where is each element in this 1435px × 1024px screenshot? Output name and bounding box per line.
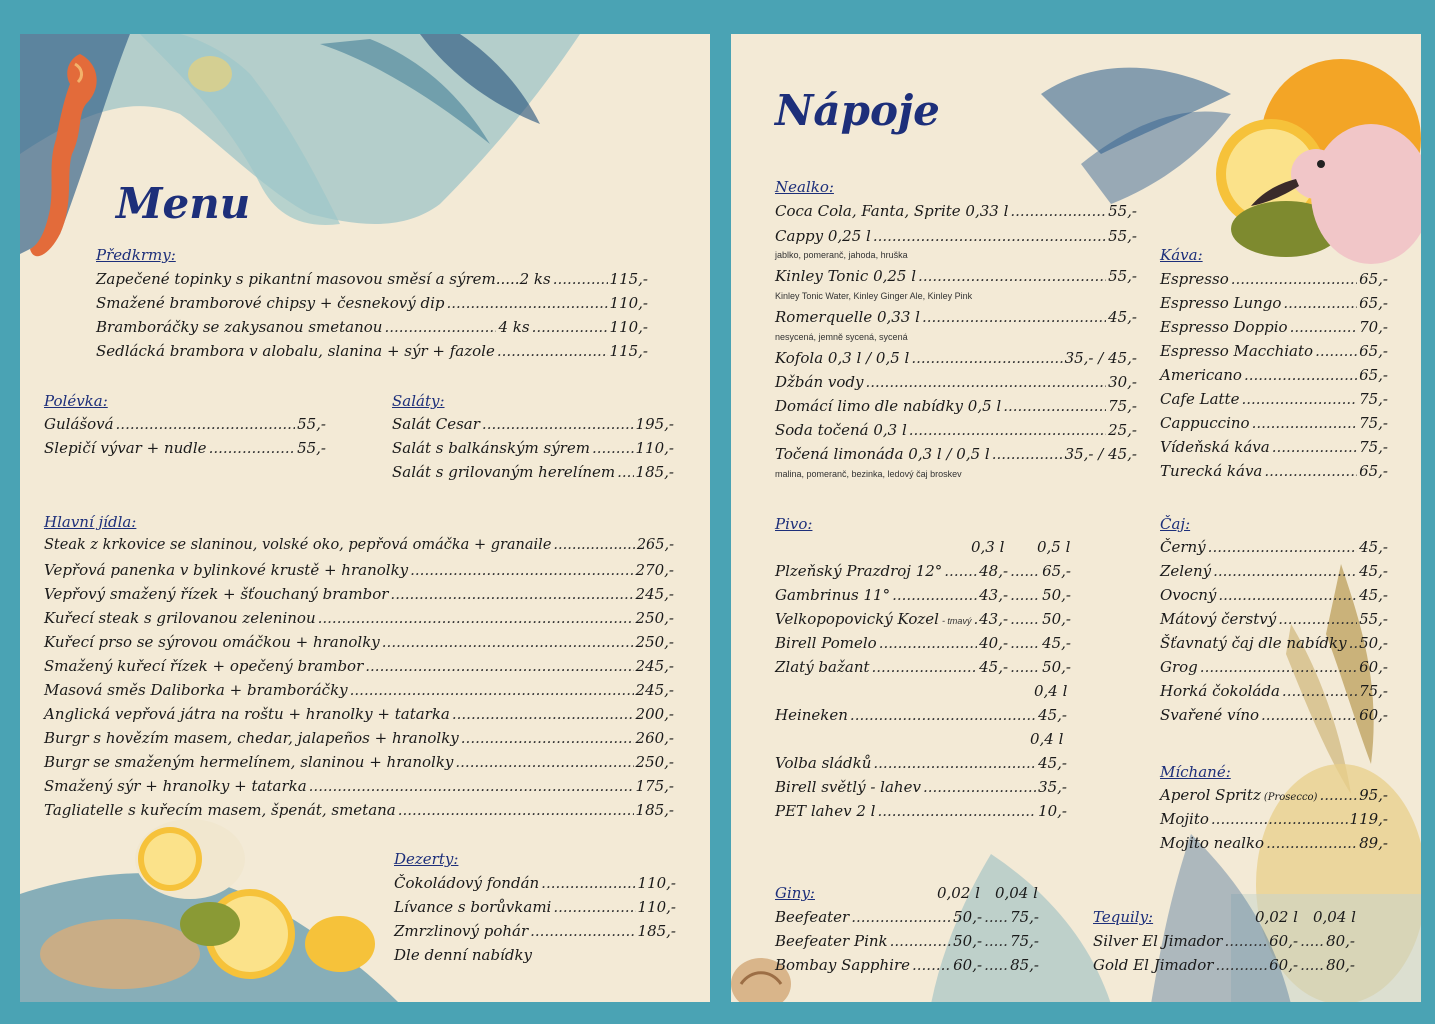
menu-item: Džbán vody ..... 30,- [775,373,1137,391]
menu-item: Espresso Lungo ..... 65,- [1160,294,1388,312]
menu-item: Sedlácká brambora v alobalu, slanina + sýr + fazole ..... 115,- [96,342,648,360]
menu-item: Kuřecí prso se sýrovou omáčkou + hranolky ..... 250,- [44,633,674,651]
menu-page-drinks [731,34,1421,1002]
menu-item: Tagliatelle s kuřecím masem, špenát, smetana ..... 185,- [44,801,674,819]
menu-item: Smažený kuřecí řízek + opečený brambor ..... 245,- [44,657,674,675]
menu-item: Heineken ..... 45,- [775,706,1067,724]
menu-item: Gulášová ..... 55,- [44,415,326,433]
section-heading-kava: Káva: [1160,246,1203,264]
menu-item: Gambrinus 11° ..... 43,- ..... 50,- [775,586,1071,604]
menu-item: Vepřový smažený řízek + šťouchaný brambor ..... 245,- [44,585,674,603]
menu-item: Americano ..... 65,- [1160,366,1388,384]
menu-item: Vepřová panenka v bylinkové krustě + hranolky ..... 270,- [44,561,674,579]
menu-item: Espresso Doppio ..... 70,- [1160,318,1388,336]
menu-item: Kuřecí steak s grilovanou zeleninou ..... 250,- [44,609,674,627]
menu-item: Birell světlý - lahev ..... 35,- [775,778,1067,796]
menu-item: Horká čokoláda ..... 75,- [1160,682,1388,700]
section-heading-dezerty: Dezerty: [394,850,459,868]
citrus-ginger-illustration [20,804,400,1002]
size-header: 0,4 l [1030,730,1064,748]
menu-item: Točená limonáda 0,3 l / 0,5 l ..... 35,- / 45,- [775,445,1137,463]
menu-item: Salát s balkánským sýrem ..... 110,- [392,439,674,457]
menu-item: Zapečené topinky s pikantní masovou směsí a sýrem.....2 ks ..... 115,- [96,270,648,288]
menu-item: Burgr se smaženým hermelínem, slaninou + hranolky ..... 250,- [44,753,674,771]
size-header: 0,5 l [1037,538,1071,556]
menu-item: Slepičí vývar + nudle ..... 55,- [44,439,326,457]
section-heading-michane: Míchané: [1160,763,1231,781]
size-header: 0,02 l [937,884,980,902]
menu-item: Šťavnatý čaj dle nabídky ..... 50,- [1160,634,1388,652]
section-heading-hlavni-jidla: Hlavní jídla: [44,513,137,531]
menu-item: Beefeater Pink ..... 50,- ..... 75,- [775,932,1039,950]
item-note: jablko, pomeranč, jahoda, hruška [775,250,908,260]
menu-item: Gold El Jimador ..... 60,- ..... 80,- [1093,956,1355,974]
menu-item: Beefeater ..... 50,- ..... 75,- [775,908,1039,926]
menu-item: Zlatý bažant ..... 45,- ..... 50,- [775,658,1071,676]
menu-item: Čokoládový fondán ..... 110,- [394,874,676,892]
size-header: 0,04 l [1313,908,1356,926]
section-heading-pivo: Pivo: [775,515,813,533]
menu-item: Birell Pomelo ..... 40,- ..... 45,- [775,634,1071,652]
menu-item: Bramboráčky se zakysanou smetanou ..... 4 ks ..... 110,- [96,318,648,336]
menu-item: Anglická vepřová játra na roštu + hranolky + tatarka ..... 200,- [44,705,674,723]
menu-item: Černý ..... 45,- [1160,538,1388,556]
menu-item: Salát s grilovaným herelínem ..... 185,- [392,463,674,481]
menu-item: Turecká káva ..... 65,- [1160,462,1388,480]
menu-item: Mojito ..... 119,- [1160,810,1388,828]
seahorse-illustration [20,44,110,274]
section-heading-giny: Giny: [775,884,815,902]
menu-item: Burgr s hovězím masem, chedar, jalapeños + hranolky ..... 260,- [44,729,674,747]
menu-item: Plzeňský Prazdroj 12° ..... 48,- ..... 65,- [775,562,1071,580]
size-header: 0,4 l [1034,682,1068,700]
menu-item: Kinley Tonic 0,25 l ..... 55,- [775,267,1137,285]
menu-item: Aperol Spritz (Prosecco) ..... 95,- [1160,786,1388,804]
menu-item: Lívance s borůvkami ..... 110,- [394,898,676,916]
drinks-title: Nápoje [775,86,940,135]
menu-item: Cappuccino ..... 75,- [1160,414,1388,432]
section-heading-predkrmy: Předkrmy: [96,246,176,264]
section-heading-salaty: Saláty: [392,392,445,410]
size-header: 0,02 l [1255,908,1298,926]
menu-item: Masová směs Daliborka + bramboráčky ..... 245,- [44,681,674,699]
size-header: 0,04 l [995,884,1038,902]
size-header: 0,3 l [971,538,1005,556]
menu-item: Kofola 0,3 l / 0,5 l ..... 35,- / 45,- [775,349,1137,367]
menu-item: Mátový čerstvý ..... 55,- [1160,610,1388,628]
section-heading-caj: Čaj: [1160,515,1191,533]
item-note: nesycená, jemně sycená, sycená [775,332,908,342]
menu-item: Mojito nealko ..... 89,- [1160,834,1388,852]
menu-item: Espresso ..... 65,- [1160,270,1388,288]
menu-page-food [20,34,710,1002]
menu-item: Zmrzlinový pohár ..... 185,- [394,922,676,940]
section-heading-polevka: Polévka: [44,392,108,410]
section-heading-tequily: Tequily: [1093,908,1154,926]
menu-item: Soda točená 0,3 l ..... 25,- [775,421,1137,439]
menu-item: Ovocný ..... 45,- [1160,586,1388,604]
menu-item: Romerquelle 0,33 l ..... 45,- [775,308,1137,326]
menu-item: Dle denní nabídky [394,946,533,964]
menu-item: Bombay Sapphire ..... 60,- ..... 85,- [775,956,1039,974]
item-note: Kinley Tonic Water, Kinley Ginger Ale, Kinley Pink [775,291,973,301]
menu-title: Menu [116,179,251,228]
menu-item: Silver El Jimador ..... 60,- ..... 80,- [1093,932,1355,950]
menu-item: Salát Cesar ..... 195,- [392,415,674,433]
menu-item: Coca Cola, Fanta, Sprite 0,33 l ..... 55,- [775,202,1137,220]
item-note: malina, pomeranč, bezinka, ledový čaj broskev [775,469,962,479]
menu-item: Velkopopovický Kozel - tmavý ..... 43,- ..... 50,- [775,610,1071,628]
menu-item: Domácí limo dle nabídky 0,5 l ..... 75,- [775,397,1137,415]
menu-item: Cappy 0,25 l ..... 55,- [775,227,1137,245]
menu-item: Vídeňská káva ..... 75,- [1160,438,1388,456]
menu-item: Volba sládků ..... 45,- [775,754,1067,772]
menu-item: Espresso Macchiato ..... 65,- [1160,342,1388,360]
menu-item: Steak z krkovice se slaninou, volské oko, pepřová omáčka + granaile ..... 265,- [44,537,674,553]
menu-item: Cafe Latte ..... 75,- [1160,390,1388,408]
menu-item: Grog ..... 60,- [1160,658,1388,676]
menu-item: Zelený ..... 45,- [1160,562,1388,580]
menu-item: Smažené bramborové chipsy + česnekový dip ..... 110,- [96,294,648,312]
menu-item: Svařené víno ..... 60,- [1160,706,1388,724]
menu-item: PET lahev 2 l ..... 10,- [775,802,1067,820]
tropical-leaves-illustration [20,34,710,264]
menu-item: Smažený sýr + hranolky + tatarka ..... 175,- [44,777,674,795]
section-heading-nealko: Nealko: [775,178,834,196]
